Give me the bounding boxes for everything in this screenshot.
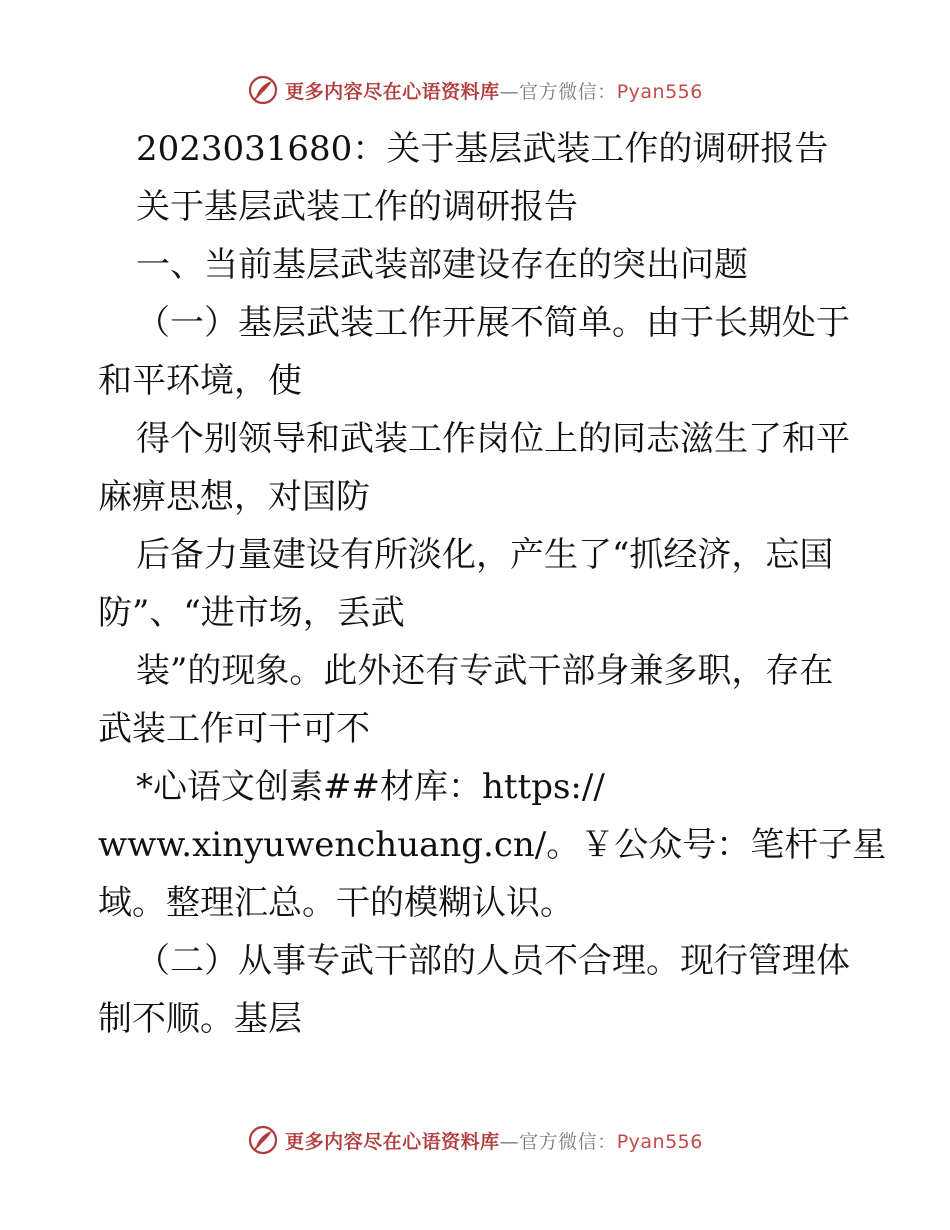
report-heading: 关于基层武装工作的调研报告	[136, 187, 578, 227]
paragraph-line: 域。整理汇总。干的模糊认识。	[98, 883, 574, 923]
paragraph-line: 后备力量建设有所淡化，产生了“抓经济，忘国	[136, 535, 834, 575]
document-body	[98, 120, 887, 1048]
paragraph-line: （二）从事专武干部的人员不合理。现行管理体	[136, 941, 850, 981]
wechat-label: 官方微信：	[519, 1130, 617, 1153]
paragraph-line: *心语文创素##材库：https://	[136, 767, 605, 807]
watermark-dash: —	[499, 80, 520, 103]
paragraph-line: 制不顺。基层	[98, 999, 302, 1039]
watermark-text	[285, 77, 703, 104]
paragraph-line: www.xinyuwenchuang.cn/。￥公众号：笔杆子星	[98, 825, 887, 865]
watermark-text	[285, 1127, 703, 1154]
paragraph-line: 防”、“进市场，丢武	[98, 593, 405, 633]
wechat-id: Pyan556	[616, 1130, 703, 1153]
wechat-id: Pyan556	[616, 80, 703, 103]
feather-quill-logo-icon	[247, 74, 279, 106]
paragraph-line: 装”的现象。此外还有专武干部身兼多职，存在	[136, 651, 834, 691]
section-heading: 一、当前基层武装部建设存在的突出问题	[136, 245, 748, 285]
watermark-dash: —	[499, 1130, 520, 1153]
paragraph-line: 麻痹思想，对国防	[98, 477, 370, 517]
paragraph-line: 得个别领导和武装工作岗位上的同志滋生了和平	[136, 419, 850, 459]
document-title: 2023031680：关于基层武装工作的调研报告	[136, 129, 829, 169]
header-watermark-banner	[0, 70, 950, 110]
feather-quill-logo-icon	[247, 1124, 279, 1156]
paragraph-line: （一）基层武装工作开展不简单。由于长期处于	[136, 303, 850, 343]
wechat-label: 官方微信：	[519, 80, 617, 103]
paragraph-line: 武装工作可干可不	[98, 709, 370, 749]
watermark-slogan: 更多内容尽在心语资料库	[285, 1130, 500, 1153]
paragraph-line: 和平环境，使	[98, 361, 302, 401]
footer-watermark-banner	[0, 1120, 950, 1160]
watermark-slogan: 更多内容尽在心语资料库	[285, 80, 500, 103]
